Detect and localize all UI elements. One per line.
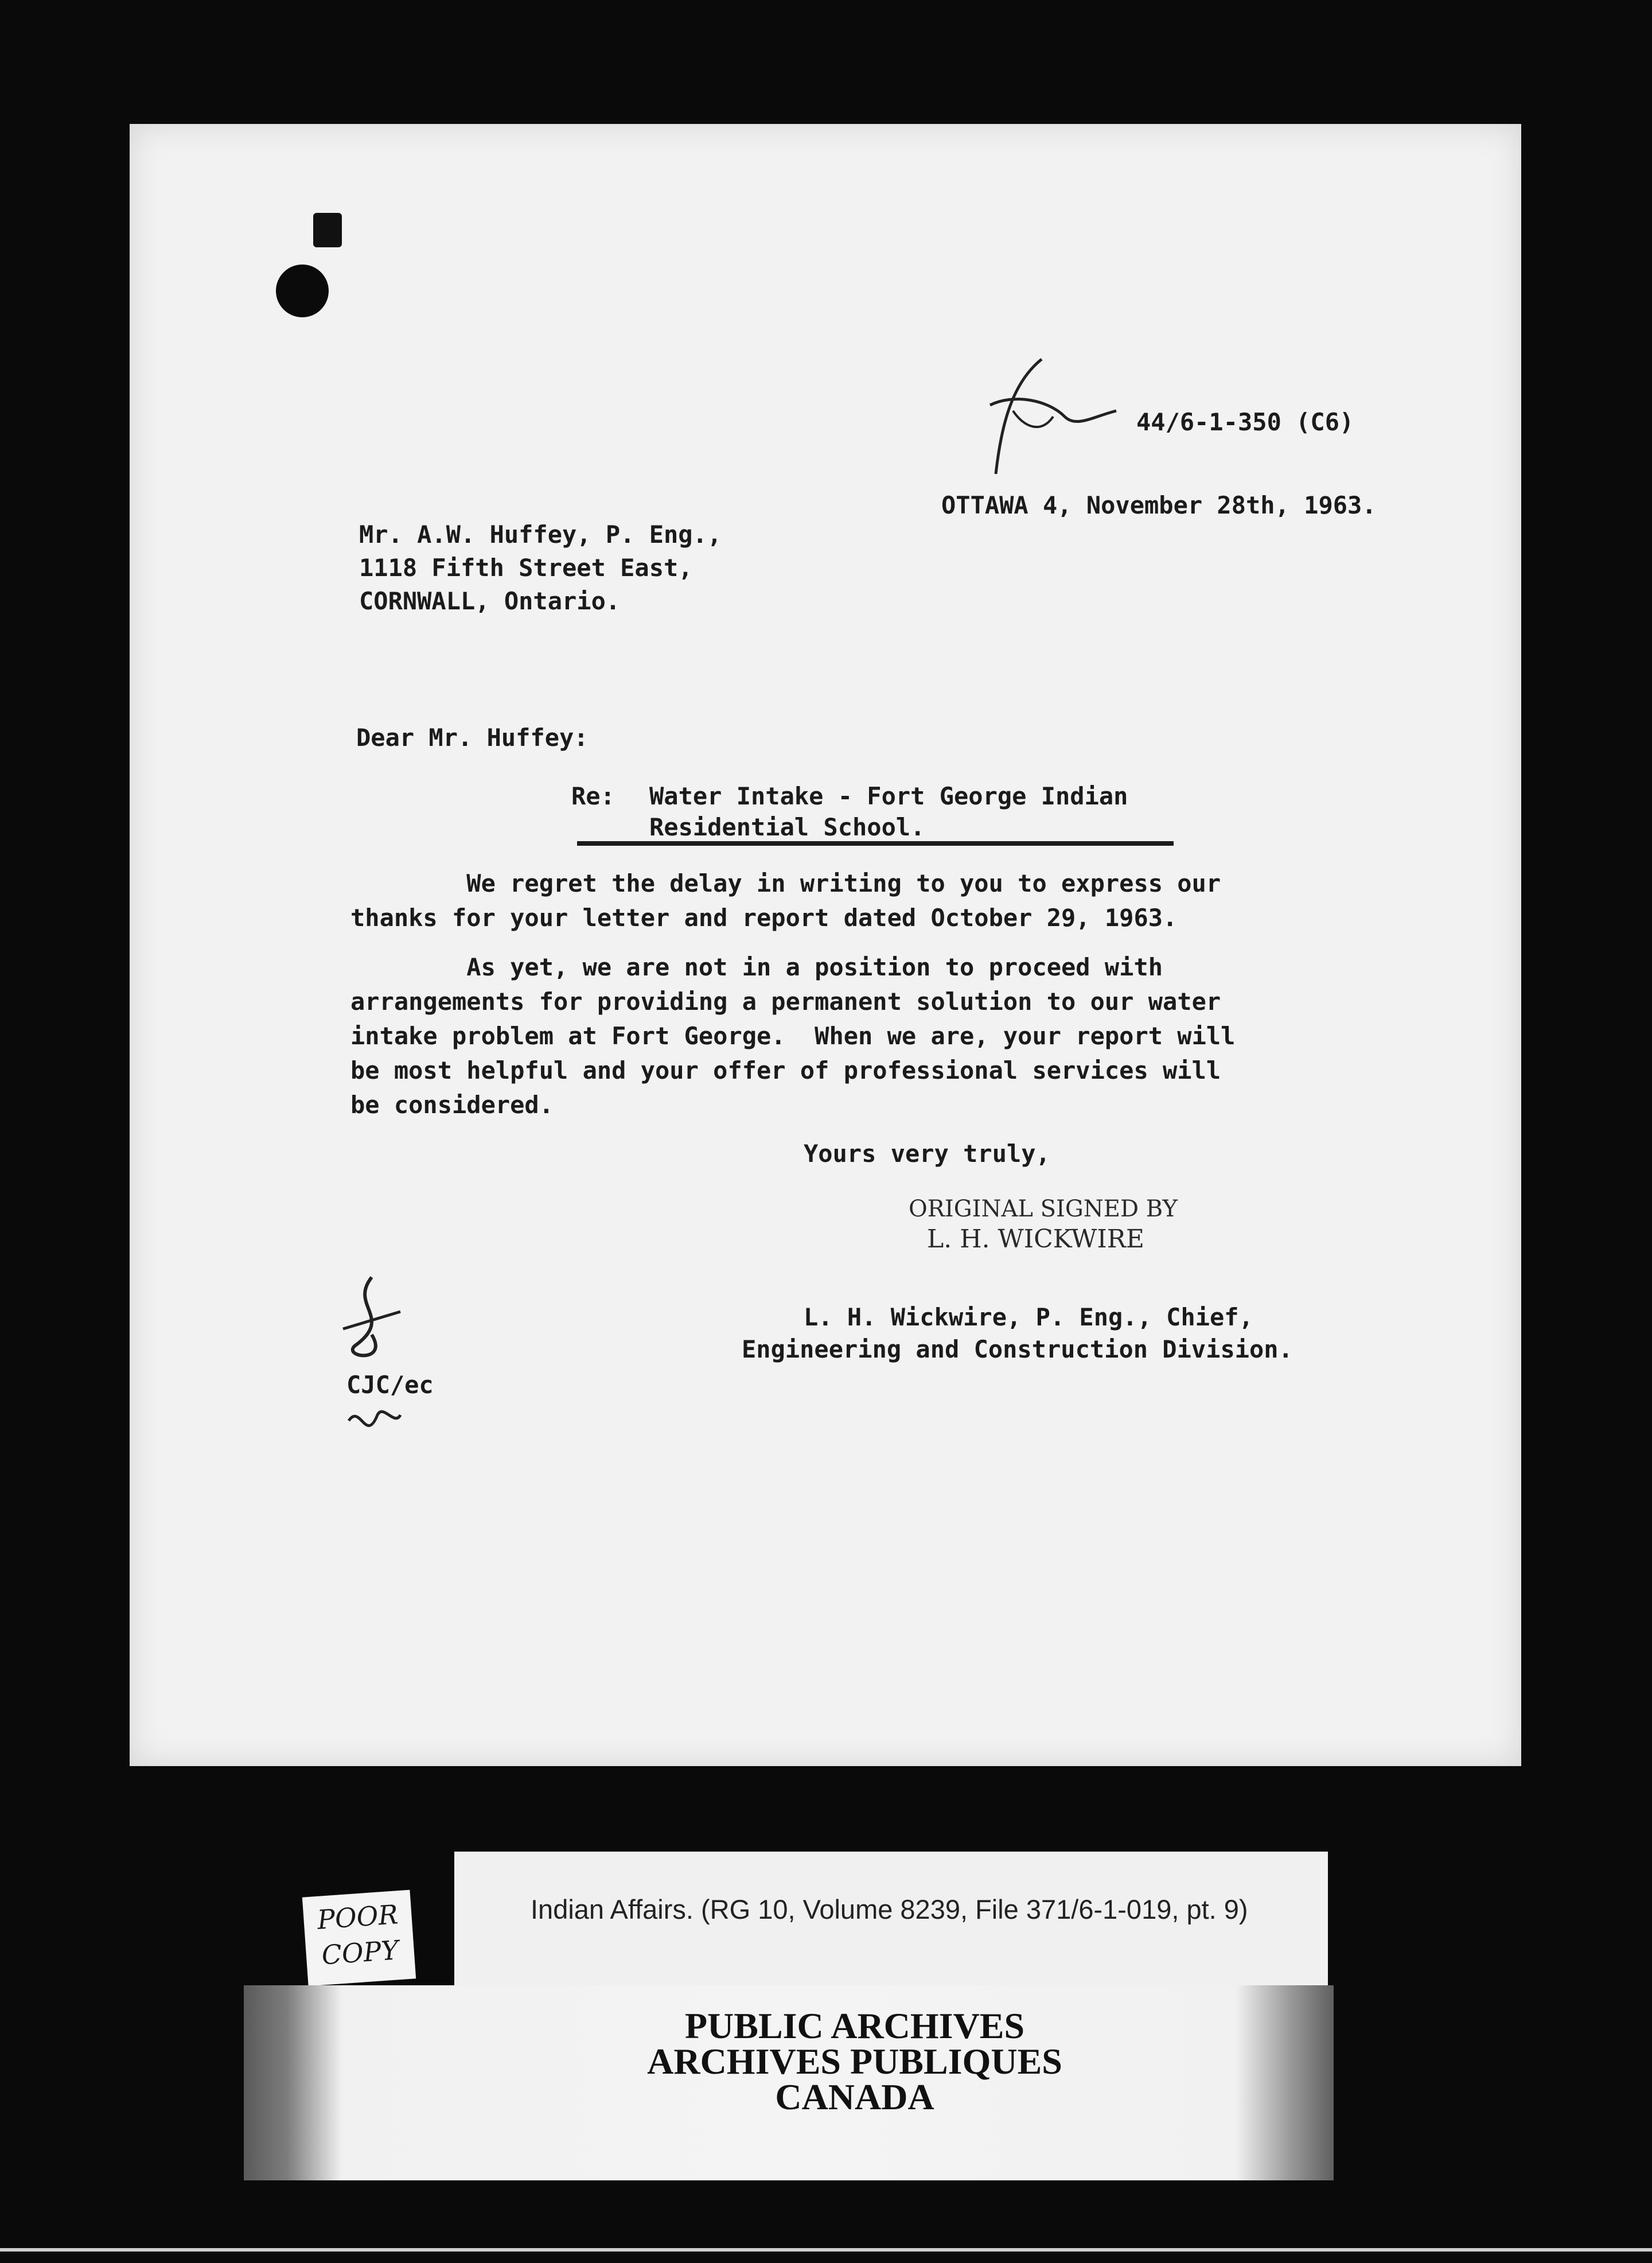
- salutation: Dear Mr. Huffey:: [356, 724, 589, 752]
- address-line: Mr. A.W. Huffey, P. Eng.,: [359, 520, 722, 549]
- signer-title: Engineering and Construction Division.: [742, 1335, 1293, 1363]
- archive-reference: Indian Affairs. (RG 10, Volume 8239, File 371/6-1-019, pt. 9): [531, 1894, 1248, 1924]
- closing: Yours very truly,: [804, 1140, 1050, 1168]
- file-reference: 44/6-1-350 (C6): [1136, 408, 1354, 436]
- signature-stamp-name: L. H. WICKWIRE: [927, 1224, 1144, 1254]
- body-paragraph: We regret the delay in writing to you to express our thanks for your letter and report dated October 29, 1963.: [350, 869, 1221, 932]
- institution-line: PUBLIC ARCHIVES: [684, 2005, 1025, 2046]
- institution-line: ARCHIVES PUBLIQUES: [647, 2041, 1062, 2082]
- letter-page: [130, 124, 1521, 1766]
- subject-line: Water Intake - Fort George Indian: [649, 782, 1128, 810]
- signer-name: L. H. Wickwire, P. Eng., Chief,: [804, 1303, 1253, 1331]
- subject-underline: [577, 841, 1174, 846]
- handwritten-file-mark: [979, 348, 1128, 491]
- typist-initials: CJC/ec: [346, 1371, 434, 1399]
- address-line: 1118 Fifth Street East,: [359, 554, 693, 582]
- body-paragraph: As yet, we are not in a position to proceed with arrangements for providing a permanent solution to our water intake problem at Fort George. When we are, your report will be most helpful and your offer of professional services will be considered.: [350, 953, 1236, 1119]
- poor-copy-line: COPY: [320, 1934, 400, 1971]
- punch-hole: [276, 265, 329, 317]
- handwritten-initials: [332, 1272, 412, 1444]
- institution-line: CANADA: [775, 2077, 934, 2117]
- date-line: OTTAWA 4, November 28th, 1963.: [941, 491, 1377, 519]
- film-edge: [0, 2248, 1652, 2252]
- address-line: CORNWALL, Ontario.: [359, 587, 621, 615]
- poor-copy-note: [302, 1890, 416, 1986]
- subject-line: Residential School.: [649, 813, 925, 841]
- archives-institution: [485, 2005, 1225, 2117]
- poor-copy-line: POOR: [316, 1899, 399, 1935]
- punch-mark: [313, 213, 342, 247]
- subject-label: Re:: [571, 782, 615, 810]
- signature-stamp: ORIGINAL SIGNED BY: [909, 1196, 1178, 1222]
